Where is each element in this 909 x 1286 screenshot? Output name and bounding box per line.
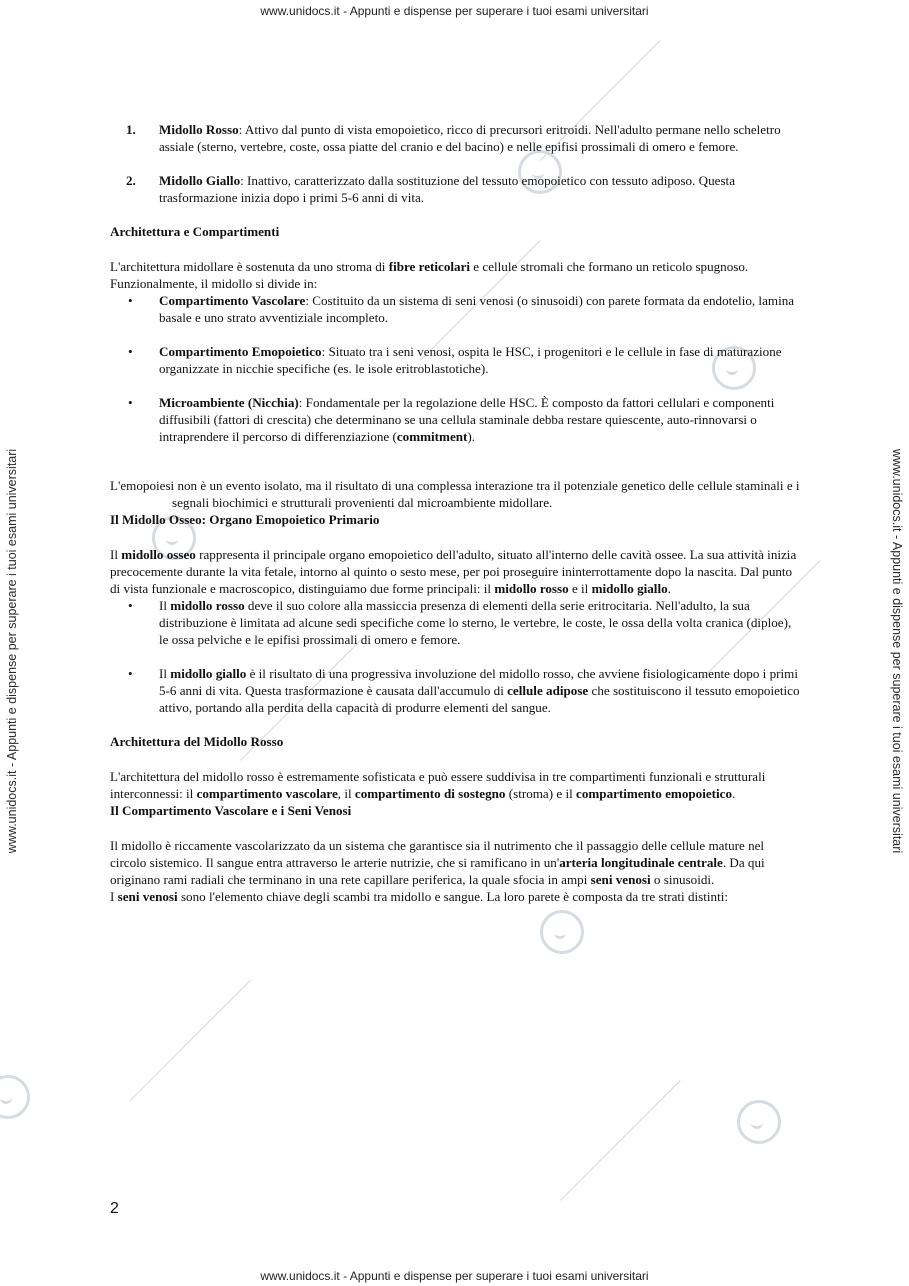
paragraph: Il midollo osseo rappresenta il principale organo emopoietico dell'adulto, situato all'interno delle cavità ossee. La sua attività inizia precocemente durante la vita fetale, intorno al quinto o sesto mese, per poi proseguire ininterrottamente dopo la nascita. Dal punto di vista funzionale e macroscopico, distinguiamo due forme principali: il midollo rosso e il midollo giallo.: [110, 547, 797, 596]
watermark-logo-icon: [0, 1075, 30, 1119]
list-item: • Il midollo giallo è il risultato di una progressiva involuzione del midollo rosso, che avviene fisiologicamente dopo i primi 5-6 anni di vita. Questa trasformazione è causata dall'accumulo di cellule adipose che sostituiscono il tessuto emopoietico attivo, portando alla perdita della capacità di produrre elementi del sangue.: [128, 666, 800, 715]
watermark-diagonal: [560, 1080, 681, 1201]
list-number: 1.: [126, 122, 136, 137]
list-item: • Microambiente (Nicchia): Fondamentale per la regolazione delle HSC. È composto da fattori cellulari e componenti diffusibili (fattori di crescita) che determinano se una cellula staminale debba restare quiescente, auto-rinnovarsi o intraprendere il percorso di differenziazione (commitment).: [128, 395, 775, 444]
section-heading: Il Midollo Osseo: Organo Emopoietico Primario: [110, 512, 380, 527]
list-item: • Compartimento Emopoietico: Situato tra i seni venosi, ospita le HSC, i progenitori e le cellule in fase di maturazione organizzate in nicchie specifiche (es. le isole eritroblastotiche).: [128, 344, 782, 376]
paragraph: L'architettura del midollo rosso è estremamente sofisticata e può essere suddivisa in tre compartimenti funzionali e strutturali interconnessi: il compartimento vascolare, il compartimento di sostegno (stroma) e il compartimento emopoietico.: [110, 769, 766, 801]
watermark-right: www.unidocs.it - Appunti e dispense per superare i tuoi esami universitari: [890, 448, 904, 854]
paragraph: Il midollo è riccamente vascolarizzato da un sistema che garantisce sia il nutrimento che il passaggio delle cellule mature nel circolo sistemico. Il sangue entra attraverso le arterie nutrizie, che si ramificano in un'arteria longitudinale centrale. Da qui originano rami radiali che terminano in una rete capillare periferica, la quale sfocia in ampi seni venosi o sinusoidi.: [110, 838, 765, 887]
section-heading: Architettura del Midollo Rosso: [110, 734, 284, 749]
watermark-logo-icon: [737, 1100, 781, 1144]
bullet-icon: •: [128, 666, 133, 681]
watermark-bottom: www.unidocs.it - Appunti e dispense per superare i tuoi esami universitari: [260, 1269, 649, 1283]
paragraph: L'architettura midollare è sostenuta da uno stroma di fibre reticolari e cellule stromali che formano un reticolo spugnoso. Funzionalmente, il midollo si divide in:: [110, 259, 749, 291]
watermark-left: www.unidocs.it - Appunti e dispense per superare i tuoi esami universitari: [5, 448, 19, 854]
list-item: • Compartimento Vascolare: Costituito da un sistema di seni venosi (o sinusoidi) con parete formata da endotelio, lamina basale e uno strato avventiziale incompleto.: [128, 293, 795, 325]
list-text: : Attivo dal punto di vista emopoietico, ricco di precursori eritroidi. Nell'adulto permane nello scheletro assiale (sterno, vertebre, coste, ossa piatte del cranio e del bacino) e nelle epifisi prossimali di omero e femore.: [159, 122, 781, 154]
paragraph: I seni venosi sono l'elemento chiave degli scambi tra midollo e sangue. La loro parete è composta da tre strati distinti:: [110, 889, 728, 904]
section-heading: Architettura e Compartimenti: [110, 224, 280, 239]
list-text: : Inattivo, caratterizzato dalla sostituzione del tessuto emopoietico con tessuto adiposo. Questa trasformazione inizia dopo i primi 5-6 anni di vita.: [159, 173, 736, 205]
watermark-top: www.unidocs.it - Appunti e dispense per superare i tuoi esami universitari: [260, 4, 649, 18]
bullet-icon: •: [128, 344, 133, 359]
bullet-icon: •: [128, 598, 133, 613]
term: Midollo Giallo: [159, 173, 241, 188]
watermark-diagonal: [130, 980, 251, 1101]
bullet-icon: •: [128, 395, 133, 410]
watermark-logo-icon: [540, 910, 584, 954]
page-content: [110, 121, 800, 905]
page-number: 2: [110, 1200, 119, 1217]
list-item: [110, 121, 800, 155]
term: Midollo Rosso: [159, 122, 239, 137]
paragraph: L'emopoiesi non è un evento isolato, ma il risultato di una complessa interazione tra il potenziale genetico delle cellule staminali e i segnali biochimici e strutturali provenienti dal microambiente midollare.: [110, 478, 800, 510]
list-item: • Il midollo rosso deve il suo colore alla massiccia presenza di elementi della serie eritrocitaria. Nell'adulto, la sua distribuzione è limitata ad alcune sedi specifiche come lo sterno, le vertebre, le coste, le ossa della volta cranica (diploe), le ossa pelviche e le epifisi prossimali di omero e femore.: [128, 598, 792, 647]
list-number: 2.: [126, 173, 136, 188]
list-item: [110, 172, 800, 206]
section-heading: Il Compartimento Vascolare e i Seni Venosi: [110, 803, 352, 818]
bullet-icon: •: [128, 293, 133, 308]
